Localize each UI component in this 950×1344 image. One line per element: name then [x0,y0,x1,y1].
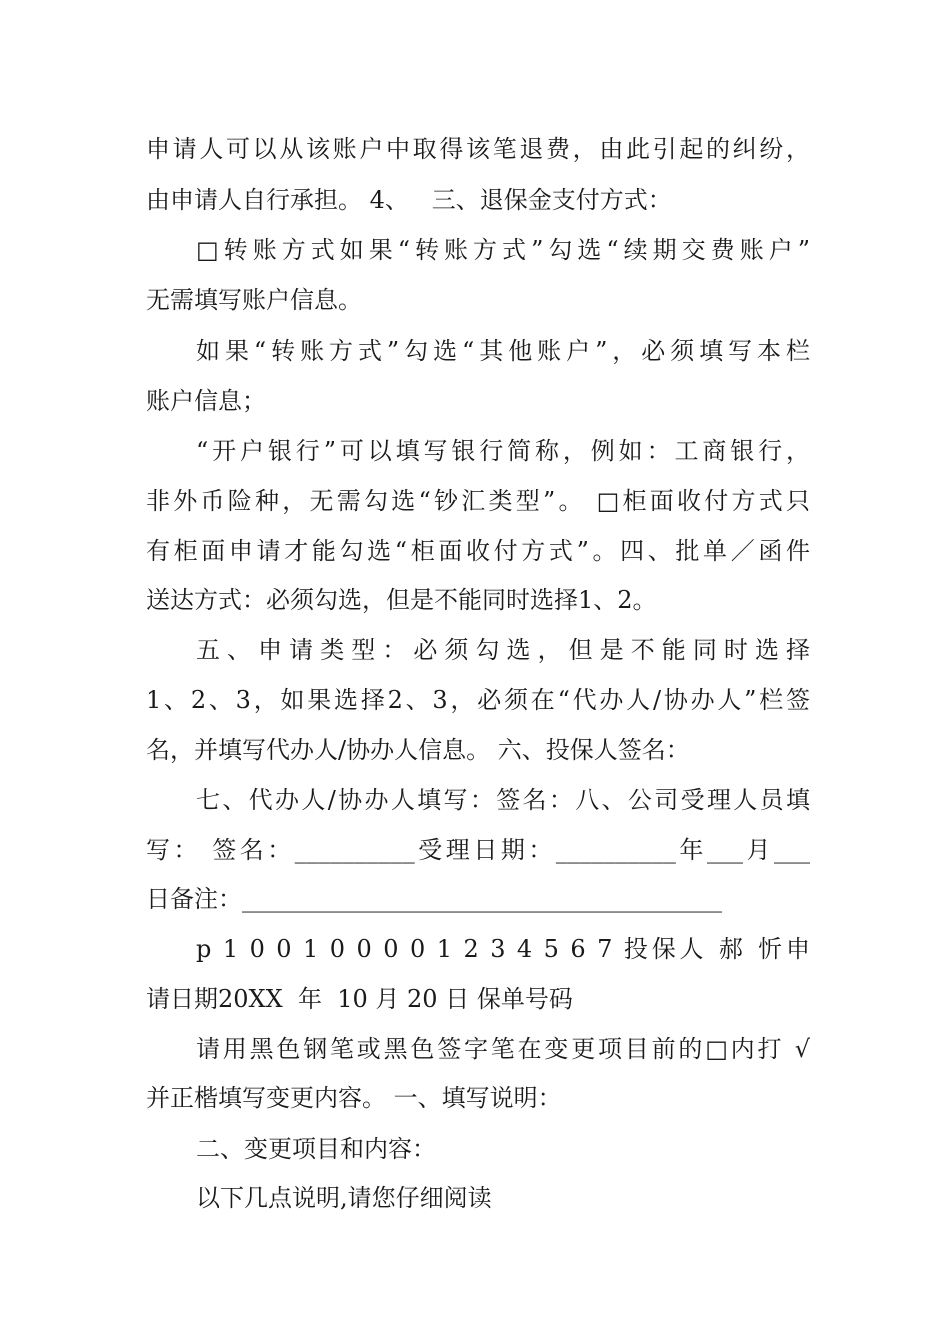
text-line: 名，并填写代办人/协办人信息。 六、投保人签名： [146,736,690,764]
text-line: 请日期20XX 年 10 月 20 日 保单号码 [146,985,573,1013]
text-line: 写： 签名：__________受理日期：__________年___月___ [146,836,810,864]
text-line: 并正楷填写变更内容。 一、填写说明： [146,1084,562,1112]
text-line: 无需填写账户信息。 [146,286,362,314]
text-line: “开户银行”可以填写银行简称，例如：工商银行， [196,437,810,465]
text-line: 日备注：________________________________________ [146,885,722,913]
text-line: 1、2、3，如果选择2、3，必须在“代办人/协办人”栏签 [146,686,810,714]
text-line: □转账方式如果“转账方式”勾选“续期交费账户” [196,236,810,264]
text-line: 账户信息； [146,387,266,415]
text-line: 送达方式：必须勾选，但是不能同时选择1、2。 [146,586,657,614]
text-line: 以下几点说明,请您仔细阅读 [196,1184,492,1212]
text-line: 申请人可以从该账户中取得该笔退费，由此引起的纠纷， [146,135,810,163]
text-line: 由申请人自行承担。 4、 三、退保金支付方式： [146,186,672,214]
text-line: 二、变更项目和内容： [196,1135,436,1163]
text-line: 五、申请类型：必须勾选，但是不能同时选择 [196,636,810,664]
text-line: 七、代办人/协办人填写：签名：八、公司受理人员填 [196,786,810,814]
text-line: 如果“转账方式”勾选“其他账户”，必须填写本栏 [196,337,810,365]
text-line: p 1 0 0 1 0 0 0 0 1 2 3 4 5 6 7 投保人 郝 忻申 [196,935,810,963]
text-line: 非外币险种，无需勾选“钞汇类型”。 □柜面收付方式只 [146,487,810,515]
text-line: 请用黑色钢笔或黑色签字笔在变更项目前的□内打 √ [196,1035,810,1063]
text-line: 有柜面申请才能勾选“柜面收付方式”。四、批单／函件 [146,537,810,565]
